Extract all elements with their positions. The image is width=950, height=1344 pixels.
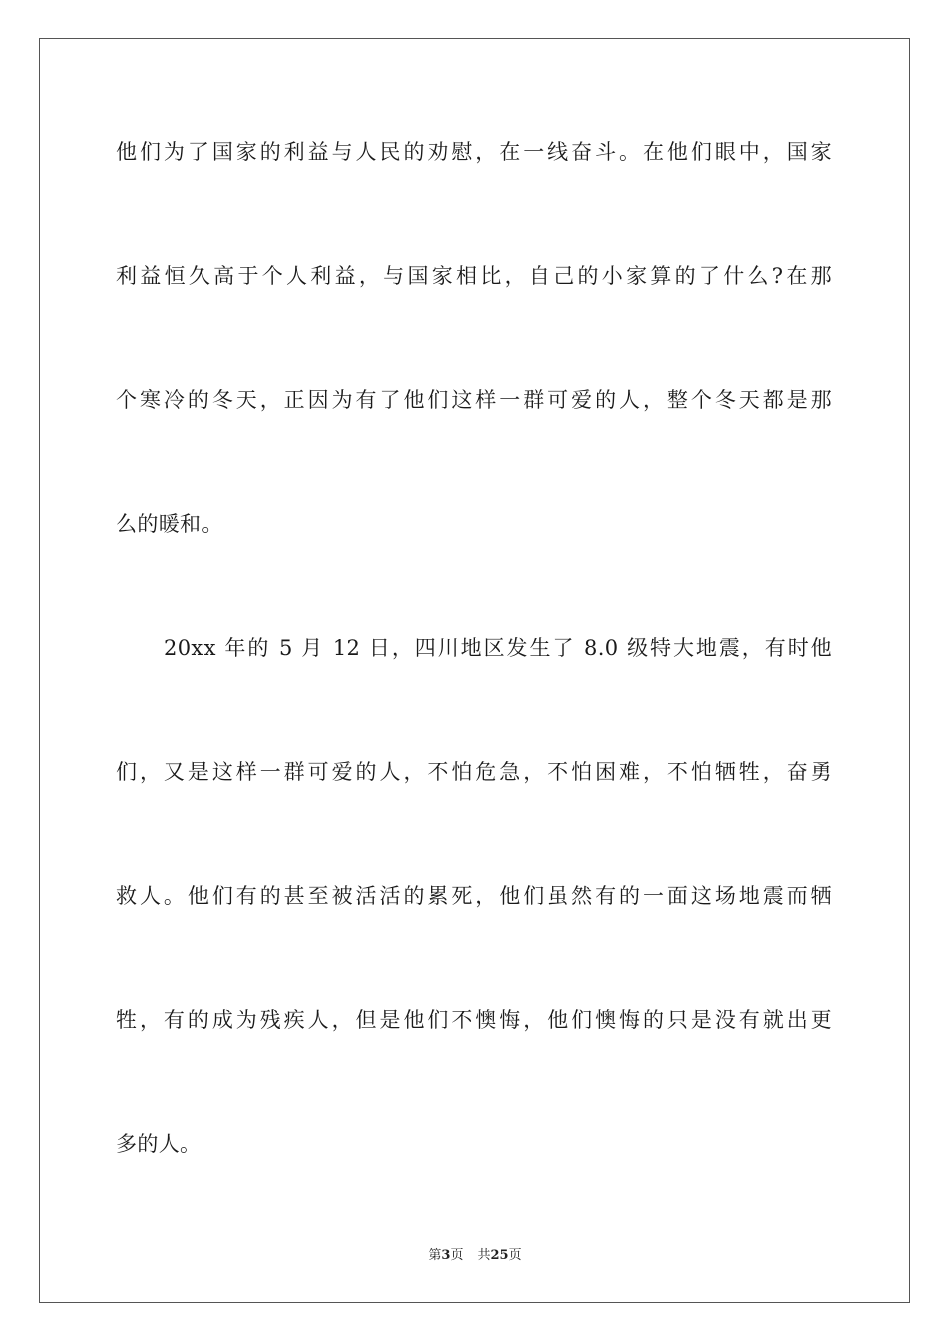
text-line: 多的人。	[116, 1132, 202, 1156]
total-prefix: 共	[477, 1248, 491, 1263]
text-line: 个寒冷的冬天，正因为有了他们这样一群可爱的人，整个冬天都是那	[116, 388, 832, 412]
text-line-paragraph-start: 20xx 年的 5 月 12 日，四川地区发生了 8.0 级特大地震，有时他	[164, 636, 832, 660]
text-line: 救人。他们有的甚至被活活的累死，他们虽然有的一面这场地震而牺	[116, 884, 832, 908]
page-suffix: 页	[450, 1248, 464, 1263]
text-line: 们，又是这样一群可爱的人，不怕危急，不怕困难，不怕牺牲，奋勇	[116, 760, 832, 784]
page-number: 3	[441, 1248, 451, 1263]
total-pages: 25	[490, 1248, 509, 1263]
page-prefix: 第	[428, 1248, 442, 1263]
total-suffix: 页	[508, 1248, 522, 1263]
text-line: 利益恒久高于个人利益，与国家相比，自己的小家算的了什么?在那	[116, 264, 832, 288]
text-line: 牲，有的成为残疾人，但是他们不懊悔，他们懊悔的只是没有就出更	[116, 1008, 832, 1032]
page-border	[39, 38, 910, 1303]
text-line: 他们为了国家的利益与人民的劝慰，在一线奋斗。在他们眼中，国家	[116, 140, 832, 164]
text-line: 么的暖和。	[116, 512, 223, 536]
page-footer	[0, 1247, 950, 1265]
